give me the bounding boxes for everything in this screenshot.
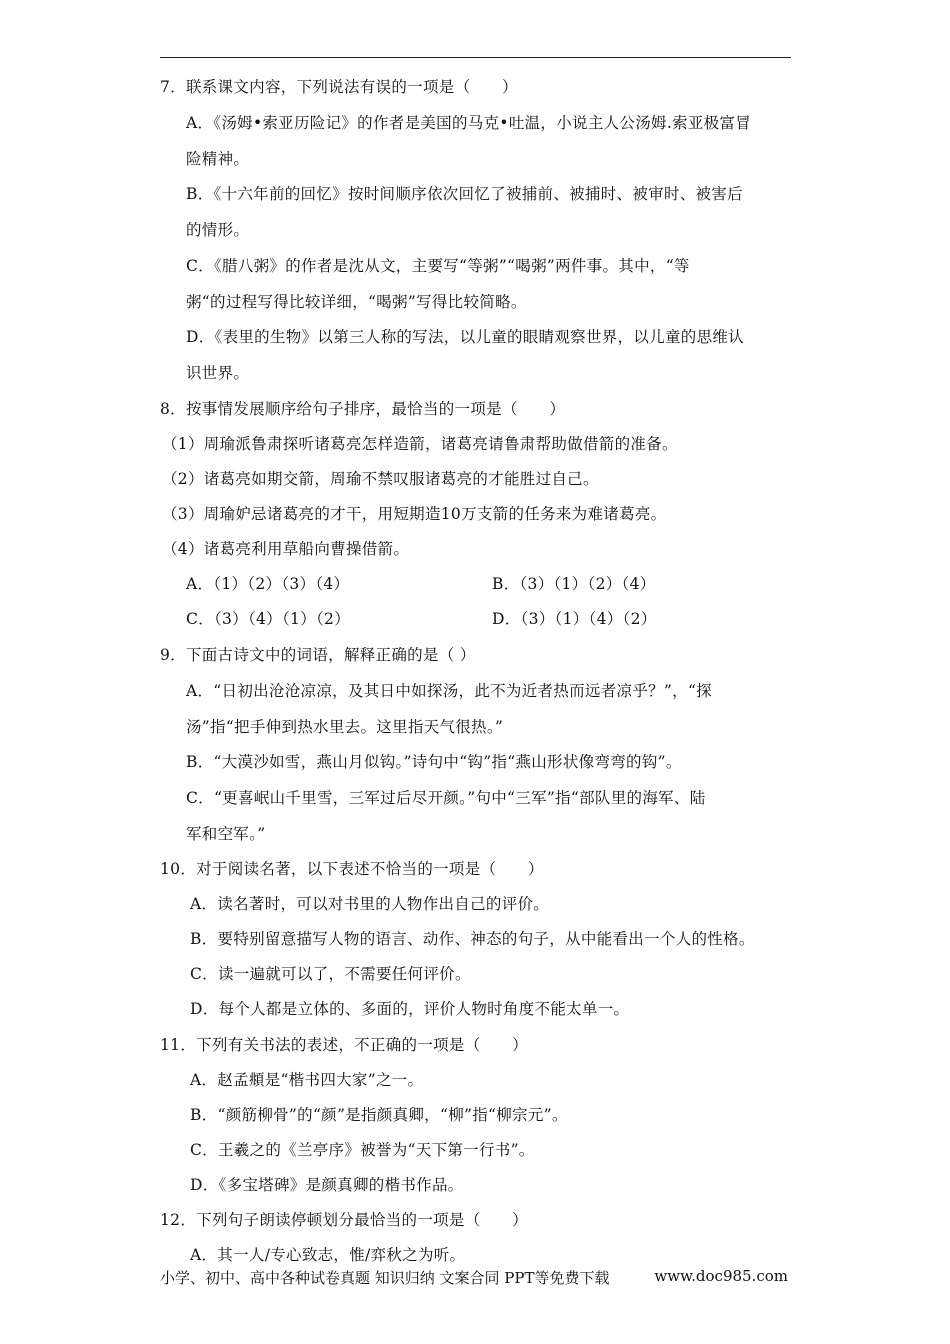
q7-option-c-line2: 粥“的过程写得比较详细，“喝粥”写得比较简略。: [186, 293, 527, 311]
q12-stem: 12．下列句子朗读停顿划分最恰当的一项是（ ）: [160, 1211, 528, 1229]
q11-option-c: C．王羲之的《兰亭序》被誉为“天下第一行书”。: [190, 1141, 535, 1159]
q11-option-b: B．“颜筋柳骨”的“颜”是指颜真卿，“柳”指“柳宗元”。: [190, 1106, 568, 1124]
q12-option-a: A．其一人/专心致志，惟/弈秋之为听。: [190, 1246, 466, 1264]
footer-site-link[interactable]: www.doc985.com: [654, 1267, 788, 1285]
q8-sentence-2: （2）诸葛亮如期交箭，周瑜不禁叹服诸葛亮的才能胜过自己。: [162, 470, 599, 488]
q11-option-a: A．赵孟頫是“楷书四大家”之一。: [190, 1071, 424, 1089]
q7-option-b-line1: B．《十六年前的回忆》按时间顺序依次回忆了被捕前、被捕时、被审时、被害后: [186, 185, 743, 203]
q8-option-d: D．（3）（1）（4）（2）: [492, 610, 657, 628]
q10-stem: 10．对于阅读名著，以下表述不恰当的一项是（ ）: [160, 860, 544, 878]
q9-stem: 9．下面古诗文中的词语，解释正确的是（ ）: [160, 646, 476, 664]
q8-option-b: B．（3）（1）（2）（4）: [492, 575, 656, 593]
header-rule: [160, 57, 791, 58]
q7-option-c-line1: C．《腊八粥》的作者是沈从文，主要写“等粥”“喝粥”两件事。其中，“等: [186, 257, 690, 275]
q10-option-c: C．读一遍就可以了，不需要任何评价。: [190, 965, 471, 983]
q10-option-d: D．每个人都是立体的、多面的，评价人物时角度不能太单一。: [190, 1000, 630, 1018]
q9-option-b: B．“大漠沙如雪，燕山月似钩。”诗句中“钩”指“燕山形状像弯弯的钩”。: [186, 753, 682, 771]
q10-option-b: B．要特别留意描写人物的语言、动作、神态的句子，从中能看出一个人的性格。: [190, 930, 755, 948]
q7-option-b-line2: 的情形。: [186, 221, 250, 239]
q8-sentence-1: （1）周瑜派鲁肃探听诸葛亮怎样造箭，诸葛亮请鲁肃帮助做借箭的准备。: [162, 435, 678, 453]
q9-option-c-line1: C．“更喜岷山千里雪，三军过后尽开颜。”句中“三军”指“部队里的海军、陆: [186, 789, 706, 807]
q8-sentence-3: （3）周瑜妒忌诸葛亮的才干，用短期造10万支箭的任务来为难诸葛亮。: [162, 505, 667, 523]
q9-option-c-line2: 军和空军。”: [186, 825, 266, 843]
q8-option-c: C．（3）（4）（1）（2）: [186, 610, 351, 628]
q9-option-a-line2: 汤”指“把手伸到热水里去。这里指天气很热。”: [186, 718, 504, 736]
q7-option-a-line2: 险精神。: [186, 150, 250, 168]
q7-stem: 7．联系课文内容，下列说法有误的一项是（ ）: [160, 78, 518, 96]
q8-option-a: A．（1）（2）（3）（4）: [186, 575, 350, 593]
q11-option-d: D．《多宝塔碑》是颜真卿的楷书作品。: [190, 1176, 464, 1194]
footer-promo-text: 小学、初中、高中各种试卷真题 知识归纳 文案合同 PPT等免费下载: [160, 1269, 610, 1287]
q7-option-d-line2: 识世界。: [186, 364, 250, 382]
q9-option-a-line1: A．“日初出沧沧凉凉，及其日中如探汤，此不为近者热而远者凉乎？”，“探: [186, 682, 712, 700]
q8-sentence-4: （4）诸葛亮利用草船向曹操借箭。: [162, 540, 410, 558]
q8-stem: 8．按事情发展顺序给句子排序，最恰当的一项是（ ）: [160, 400, 566, 418]
q11-stem: 11．下列有关书法的表述，不正确的一项是（ ）: [160, 1036, 528, 1054]
q10-option-a: A．读名著时，可以对书里的人物作出自己的评价。: [190, 895, 550, 913]
q7-option-a-line1: A．《汤姆•索亚历险记》的作者是美国的马克•吐温，小说主人公汤姆.索亚极富冒: [186, 114, 752, 132]
q7-option-d-line1: D．《表里的生物》以第三人称的写法，以儿童的眼睛观察世界，以儿童的思维认: [186, 328, 744, 346]
